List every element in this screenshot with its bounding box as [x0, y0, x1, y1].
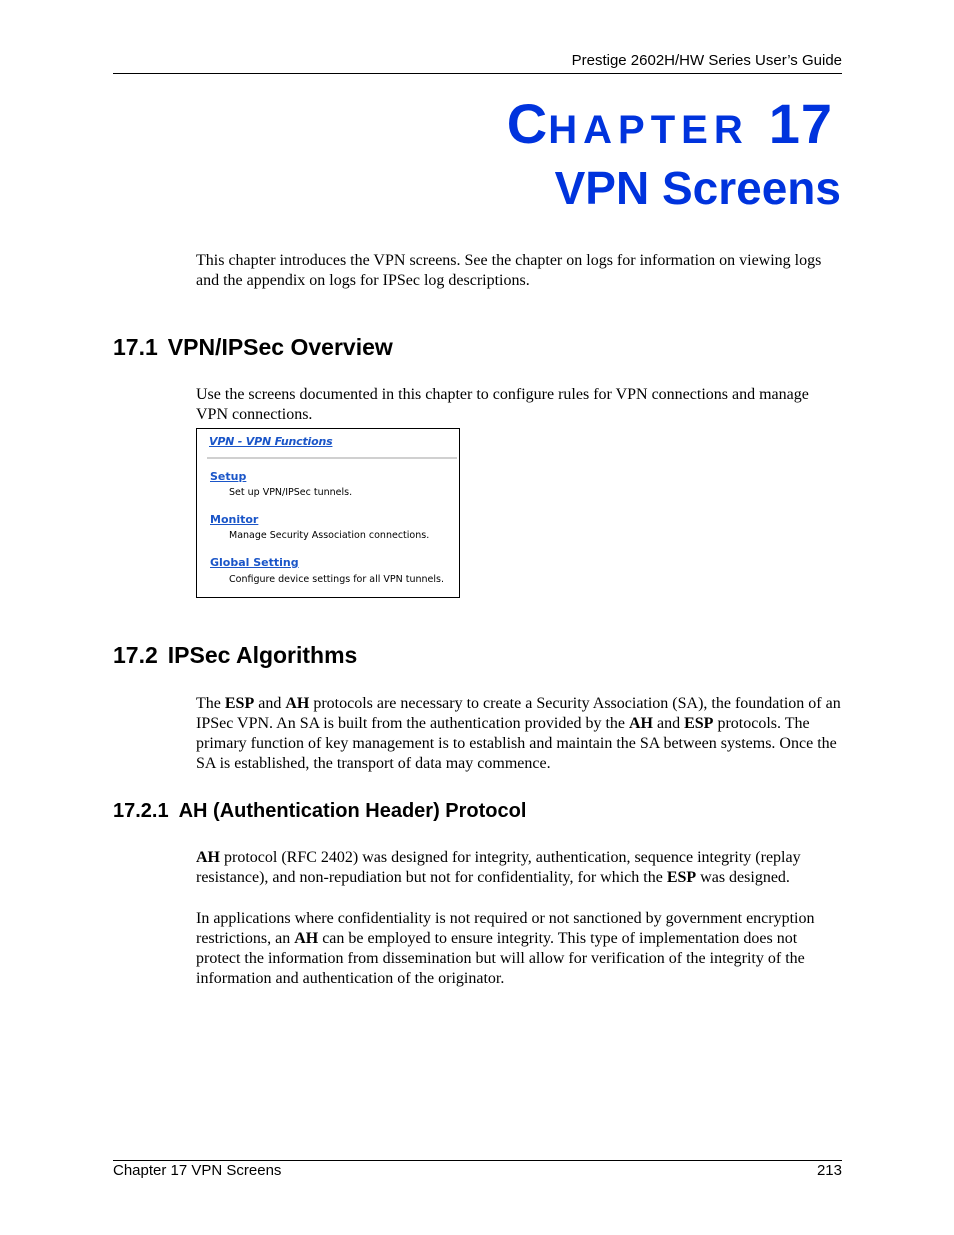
- chapter-label-initial: C: [506, 92, 549, 155]
- vpn-functions-screenshot: [196, 428, 460, 598]
- footer-chapter: Chapter 17 VPN Screens: [113, 1162, 282, 1179]
- section-number: 17.1: [113, 334, 158, 360]
- screenshot-divider: [207, 457, 457, 459]
- section-heading-17-1: [113, 334, 393, 361]
- section-number: 17.2: [113, 642, 158, 668]
- section-title: AH (Authentication Header) Protocol: [178, 800, 527, 822]
- global-setting-description: Configure device settings for all VPN tunnels.: [229, 574, 444, 585]
- header-rule: [113, 73, 842, 74]
- section-number: 17.2.1: [113, 800, 169, 822]
- monitor-link[interactable]: Monitor: [210, 513, 259, 526]
- footer-rule: [113, 1160, 842, 1161]
- section-title: IPSec Algorithms: [167, 642, 358, 668]
- setup-description: Set up VPN/IPSec tunnels.: [229, 487, 353, 498]
- chapter-title: VPN Screens: [554, 162, 841, 214]
- ah-paragraph-2: In applications where confidentiality is not required or not sanctioned by government encryption restrictions, an AH can be employed to ensure integrity. This type of implementation does not protect the information from dissemination but will allow for verification of the integrity of the information and authentication of the originator.: [196, 910, 815, 987]
- ah-paragraph-1: AH protocol (RFC 2402) was designed for integrity, authentication, sequence integrity (replay resistance), and non-repudiation but not for confidentiality, for which the ESP was designed.: [196, 849, 801, 886]
- chapter-number: 17: [768, 92, 833, 155]
- setup-link[interactable]: Setup: [210, 470, 247, 483]
- section-heading-17-2-1: [113, 800, 526, 823]
- monitor-description: Manage Security Association connections.: [229, 530, 430, 541]
- chapter-label-rest: HAPTER: [548, 108, 749, 152]
- page-number: 213: [816, 1162, 842, 1179]
- section-heading-17-2: [113, 642, 357, 669]
- section-17-1-paragraph: Use the screens documented in this chapter to configure rules for VPN connections and manage VPN connections.: [196, 386, 809, 423]
- global-setting-link[interactable]: Global Setting: [210, 556, 299, 569]
- section-title: VPN/IPSec Overview: [167, 334, 393, 360]
- running-header: Prestige 2602H/HW Series User’s Guide: [571, 52, 842, 69]
- vpn-functions-title: VPN - VPN Functions: [209, 435, 333, 448]
- intro-paragraph: This chapter introduces the VPN screens. See the chapter on logs for information on viewing logs and the appendix on logs for IPSec log descriptions.: [196, 252, 822, 289]
- chapter-label: [506, 92, 833, 155]
- section-17-2-paragraph: The ESP and AH protocols are necessary to create a Security Association (SA), the foundation of an IPSec VPN. An SA is built from the authentication provided by the AH and ESP protocols. The primary function of key management is to establish and maintain the SA between systems. Once the SA is established, the transport of data may commence.: [196, 695, 841, 772]
